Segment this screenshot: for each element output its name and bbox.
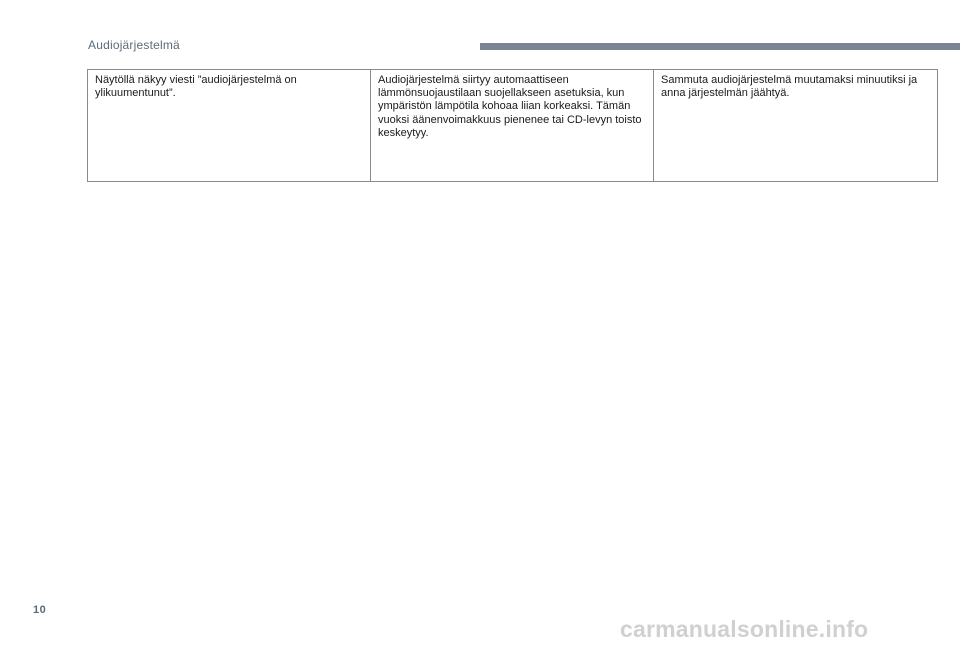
table-row (88, 70, 938, 182)
cause-cell: Audiojärjestelmä siirtyy automaattiseen lämmönsuojaustilaan suojellakseen asetuksia, kun ympäristön lämpötila kohoaa liian korkeaksi. Tämän vuoksi äänenvoimakkuus pienenee tai CD-levyn toisto keskeytyy. (371, 70, 654, 182)
watermark: carmanualsonline.info (620, 616, 869, 642)
page-number: 10 (33, 604, 47, 616)
header-bar (480, 43, 960, 50)
solution-cell: Sammuta audiojärjestelmä muutamaksi minuutiksi ja anna järjestelmän jäähtyä. (654, 70, 938, 182)
section-title: Audiojärjestelmä (88, 38, 180, 52)
troubleshooting-table (87, 69, 938, 182)
problem-cell: Näytöllä näkyy viesti ”audiojärjestelmä on ylikuumentunut”. (88, 70, 371, 182)
